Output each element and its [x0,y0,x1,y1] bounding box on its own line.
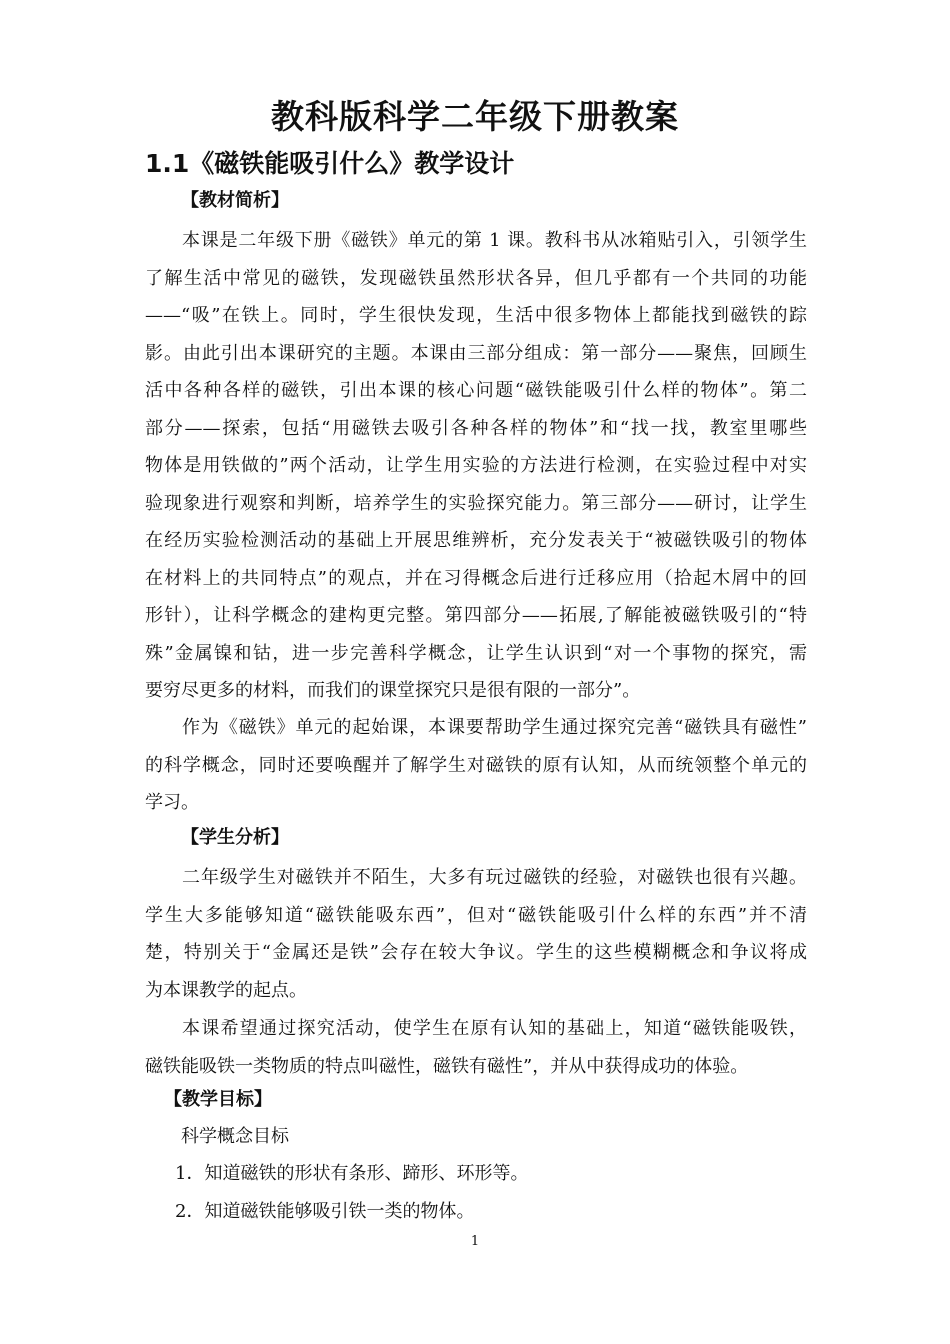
text-line: 作为《磁铁》单元的起始课，本课要帮助学生通过探究完善“磁铁具有磁性” [182,717,807,738]
text-line: 要穷尽更多的材料，而我们的课堂探究只是很有限的一部分”。 [145,680,641,701]
text-line: 验现象进行观察和判断，培养学生的实验探究能力。第三部分——研讨，让学生 [145,492,807,514]
text-line: 本课是二年级下册《磁铁》单元的第 1 课。教科书从冰箱贴引入，引领学生 [182,230,807,251]
text-line: 二年级学生对磁铁并不陌生，大多有玩过磁铁的经验，对磁铁也很有兴趣。 [182,867,807,888]
section-heading-students: 【学生分析】 [181,827,289,848]
text-line: 学习。 [145,792,199,813]
text-line: 在经历实验检测活动的基础上开展思维辨析，充分发表关于“被磁铁吸引的物体 [145,530,807,551]
goal-item: 2．知道磁铁能够吸引铁一类的物体。 [175,1201,475,1222]
goals-subheading: 科学概念目标 [181,1126,289,1147]
text-line: ——“吸”在铁上。同时，学生很快发现，生活中很多物体上都能找到磁铁的踪 [145,305,807,326]
text-line: 在材料上的共同特点”的观点，并在习得概念后进行迁移应用（拾起木屑中的回 [145,567,807,589]
text-line: 形针），让科学概念的建构更完整。第四部分——拓展,了解能被磁铁吸引的“特 [145,605,807,626]
text-line: 殊”金属镍和钴，进一步完善科学概念，让学生认识到“对一个事物的探究，需 [145,642,807,664]
goal-item: 1．知道磁铁的形状有条形、蹄形、环形等。 [175,1163,529,1184]
page-number: 1 [470,1234,480,1249]
text-line: 物体是用铁做的”两个活动，让学生用实验的方法进行检测，在实验过程中对实 [145,455,807,476]
materials-paragraph-1 [145,222,807,710]
lesson-title: 1.1《磁铁能吸引什么》教学设计 [145,149,515,178]
document-title: 教科版科学二年级下册教案 [271,97,679,136]
text-line: 楚，特别关于“金属还是铁”会存在较大争议。学生的这些模糊概念和争议将成 [145,942,807,963]
students-paragraph-1 [145,859,807,1009]
text-line: 的科学概念，同时还要唤醒并了解学生对磁铁的原有认知，从而统领整个单元的 [145,754,807,776]
text-line: 磁铁能吸铁一类物质的特点叫磁性，磁铁有磁性”，并从中获得成功的体验。 [145,1055,749,1077]
section-heading-goals: 【教学目标】 [164,1089,272,1110]
section-heading-materials: 【教材简析】 [181,190,289,211]
text-line: 活中各种各样的磁铁，引出本课的核心问题“磁铁能吸引什么样的物体”。第二 [145,380,807,401]
text-line: 本课希望通过探究活动，使学生在原有认知的基础上，知道“磁铁能吸铁， [182,1018,807,1039]
text-line: 为本课教学的起点。 [145,979,307,1001]
text-line: 部分——探索，包括“用磁铁去吸引各种各样的物体”和“找一找，教室里哪些 [145,417,807,439]
materials-paragraph-2 [145,709,807,822]
text-line: 了解生活中常见的磁铁，发现磁铁虽然形状各异，但几乎都有一个共同的功能 [145,267,807,289]
students-paragraph-2 [145,1010,807,1085]
text-line: 影。由此引出本课研究的主题。本课由三部分组成：第一部分——聚焦，回顾生 [145,342,807,364]
text-line: 学生大多能够知道“磁铁能吸东西”，但对“磁铁能吸引什么样的东西”并不清 [145,904,807,926]
